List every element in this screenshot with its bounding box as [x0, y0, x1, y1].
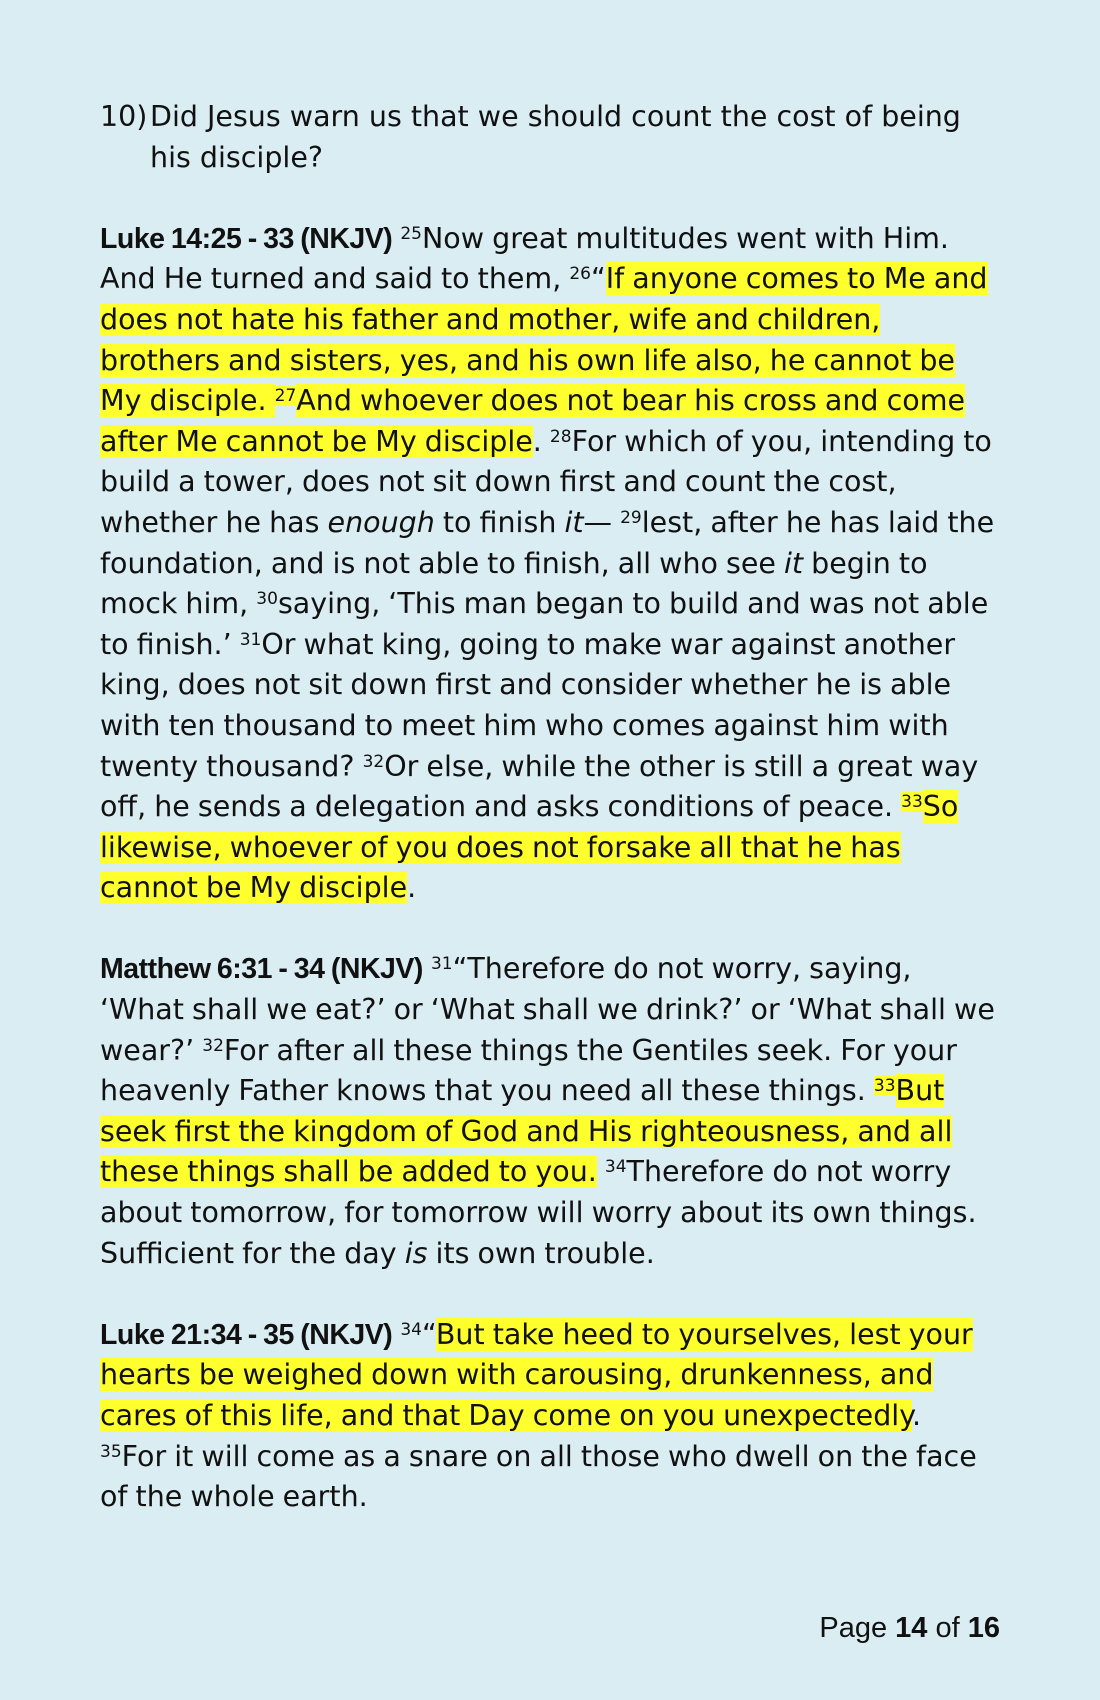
verse-number: 32 — [362, 751, 385, 772]
italic-word: enough — [327, 505, 435, 539]
verse-text: Or else, while the other is still a great way off, he sends a delegation and asks conditions of peace. — [100, 749, 979, 824]
verse-text: Now great multitudes went with Him. And He turned and said to them, — [100, 221, 949, 296]
verse-text: — — [583, 505, 621, 539]
verse-number: 33 — [901, 792, 923, 813]
verse-text: “Therefore do not worry, saying, ‘What shall we eat?’ or ‘What shall we drink?’ or ‘What shall we wear?’ — [100, 952, 995, 1067]
verse-number: 33 — [873, 1076, 896, 1097]
verse-text: Or what king, going to make war against another king, does not sit down first and consider whether he is able with ten thousand to meet him who comes against him with twenty thousand? — [100, 627, 956, 783]
verse-text: For after all these things the Gentiles seek. For your heavenly Father knows that you need all these things. — [100, 1033, 957, 1108]
verse-number: 26 — [569, 264, 591, 285]
verse-number: 27 — [274, 386, 297, 407]
question-number: 10) — [100, 100, 148, 133]
verse-text: to finish — [434, 505, 565, 539]
page-total: 16 — [967, 1612, 1000, 1644]
verse-text: saying, ‘This man began to build and was not able to finish.’ — [100, 587, 989, 661]
italic-word: it — [564, 505, 584, 539]
of-label: of — [935, 1612, 960, 1644]
verse-number: 35 — [100, 1441, 122, 1462]
scripture-reference: Luke 21:34 - 35 (NKJV) — [100, 1318, 393, 1351]
scripture-reference: Matthew 6:31 - 34 (NKJV) — [100, 953, 423, 986]
verse-text: Therefore do not worry about tomorrow, for tomorrow will worry about its own things. Sufficient for the day — [100, 1155, 977, 1270]
verse-number: 32 — [202, 1035, 224, 1056]
verse-number: 25 — [400, 223, 422, 244]
verse-number: 31 — [239, 629, 262, 650]
verse-text: For which of you, intending to build a tower, does not sit down first and count the cost, whether he has — [100, 424, 992, 539]
verse-text: . — [532, 424, 550, 458]
highlighted-text: If anyone comes to Me and does not hate his father and mother, wife and children, brothers and sisters, yes, and his own life also, he cannot be My disciple. — [100, 262, 988, 418]
verse-text: . — [912, 1399, 922, 1432]
verse-text: “ — [421, 1317, 436, 1351]
highlighted-text: But take heed to yourselves, lest your hearts be weighed down with carousing, drunkenness, and cares of this life, and that Day come on you unexpectedly — [100, 1317, 973, 1432]
page-number: 14 — [895, 1612, 928, 1644]
page-footer — [819, 1612, 1000, 1645]
verse-text: begin to mock him, — [100, 546, 928, 621]
question — [100, 97, 995, 178]
verse-number: 34 — [400, 1319, 422, 1340]
highlighted-text: And whoever does not bear his cross and come after Me cannot be My disciple — [100, 384, 965, 458]
verse-text: its own trouble. — [427, 1236, 655, 1270]
verse-text: “ — [590, 262, 606, 296]
highlighted-text: But seek first the kingdom of God and His righteousness, and all these things shall be added to you. — [100, 1074, 953, 1189]
page-label: Page — [819, 1612, 888, 1644]
highlighted-text: So likewise, whoever of you does not forsake all that he has cannot be My disciple — [100, 790, 959, 905]
verse-text: lest, after he has laid the foundation, and is not able to finish, all who see — [100, 505, 995, 580]
verse-number: 28 — [549, 426, 572, 447]
passage-matthew-6 — [100, 949, 995, 1274]
italic-word: is — [404, 1236, 428, 1270]
verse-number: 31 — [430, 954, 453, 975]
verse-number: 29 — [620, 507, 642, 528]
verse-text: . — [407, 871, 417, 905]
verse-number: 30 — [256, 589, 278, 610]
italic-word: it — [784, 546, 804, 580]
question-text: Did Jesus warn us that we should count the cost of being his disciple? — [150, 100, 961, 174]
verse-number: 34 — [604, 1157, 627, 1178]
scripture-reference: Luke 14:25 - 33 (NKJV) — [100, 222, 393, 255]
document-body — [100, 97, 995, 1518]
passage-luke-14 — [100, 219, 995, 909]
verse-text: For it will come as a snare on all those who dwell on the face of the whole earth. — [100, 1439, 977, 1514]
passage-luke-21 — [100, 1315, 995, 1518]
